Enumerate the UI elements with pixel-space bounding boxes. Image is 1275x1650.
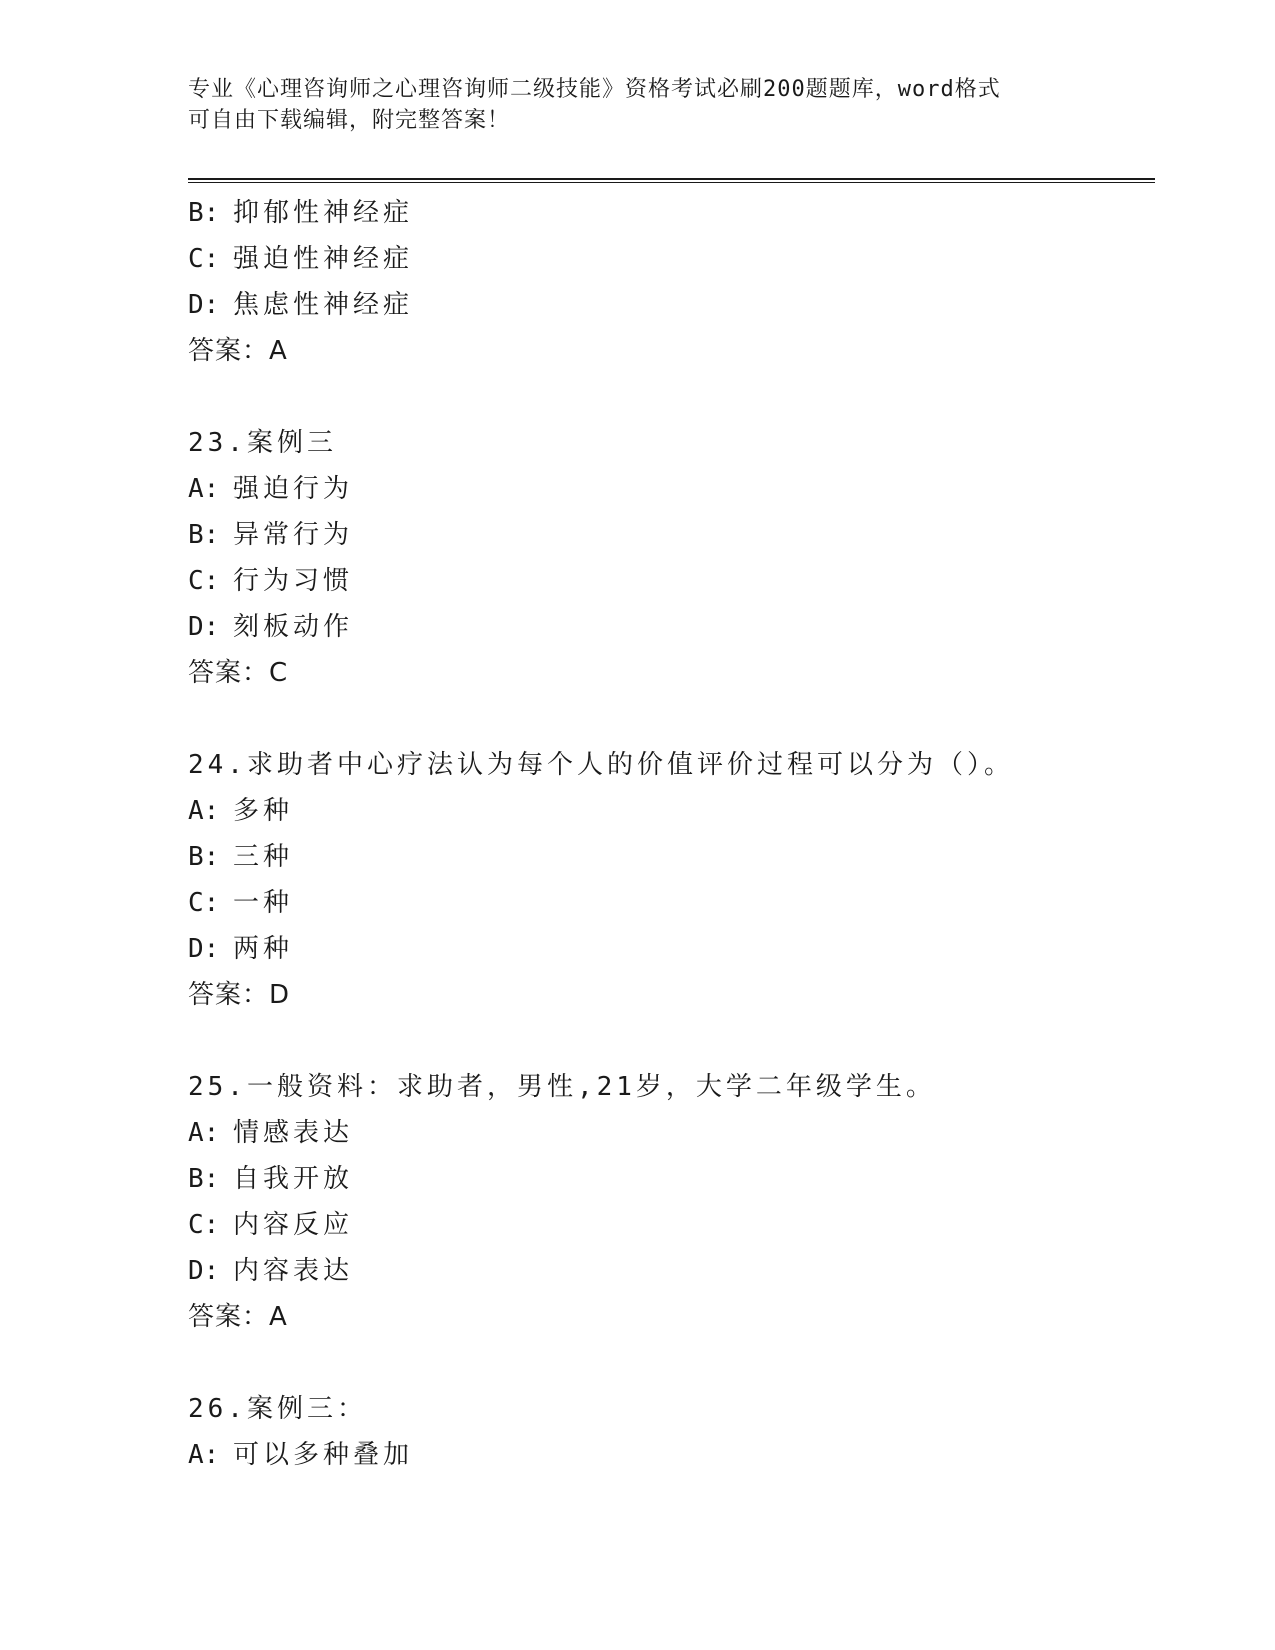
option-text: 行为习惯 <box>233 566 354 596</box>
question-list <box>188 190 1155 1478</box>
spacer <box>188 1340 1155 1386</box>
option-b <box>188 834 1155 880</box>
option-prefix: A: <box>188 1118 220 1148</box>
answer-line: 答案：A <box>188 1302 288 1332</box>
option-prefix: B: <box>188 198 220 228</box>
option-a <box>188 466 1155 512</box>
option-prefix: D: <box>188 612 220 642</box>
option-b <box>188 512 1155 558</box>
question-26 <box>188 1386 1155 1478</box>
spacer <box>188 696 1155 742</box>
option-text: 抑郁性神经症 <box>233 198 414 228</box>
option-prefix: B: <box>188 520 220 550</box>
option-prefix: B: <box>188 1164 220 1194</box>
question-25 <box>188 1064 1155 1340</box>
question-fragment <box>188 190 1155 374</box>
option-d <box>188 926 1155 972</box>
option-text: 两种 <box>233 934 294 964</box>
answer-line: 答案：C <box>188 658 289 688</box>
document-header <box>188 74 1088 136</box>
option-prefix: A: <box>188 1440 220 1470</box>
option-d <box>188 282 1155 328</box>
header-line-1: 专业《心理咨询师之心理咨询师二级技能》资格考试必刷200题题库，word格式 <box>188 77 1001 102</box>
option-prefix: D: <box>188 290 220 320</box>
option-text: 三种 <box>233 842 294 872</box>
answer-line: 答案：D <box>188 980 291 1010</box>
option-b <box>188 190 1155 236</box>
header-divider-thick <box>188 178 1155 180</box>
header-divider-thin <box>188 182 1155 183</box>
option-a <box>188 788 1155 834</box>
option-text: 内容反应 <box>233 1210 354 1240</box>
option-prefix: C: <box>188 888 220 918</box>
option-prefix: B: <box>188 842 220 872</box>
question-23 <box>188 420 1155 696</box>
option-b <box>188 1156 1155 1202</box>
option-a <box>188 1432 1155 1478</box>
option-text: 内容表达 <box>233 1256 354 1286</box>
option-prefix: C: <box>188 1210 220 1240</box>
option-prefix: D: <box>188 934 220 964</box>
option-prefix: C: <box>188 566 220 596</box>
option-d <box>188 1248 1155 1294</box>
option-text: 刻板动作 <box>233 612 354 642</box>
spacer <box>188 374 1155 420</box>
option-text: 自我开放 <box>233 1164 354 1194</box>
question-stem: 25.一般资料：求助者，男性,21岁，大学二年级学生。 <box>188 1072 936 1102</box>
option-prefix: A: <box>188 796 220 826</box>
spacer <box>188 1018 1155 1064</box>
option-prefix: D: <box>188 1256 220 1286</box>
option-c <box>188 880 1155 926</box>
option-text: 强迫性神经症 <box>233 244 414 274</box>
option-text: 一种 <box>233 888 294 918</box>
answer-line: 答案：A <box>188 336 288 366</box>
option-prefix: C: <box>188 244 220 274</box>
question-stem: 24.求助者中心疗法认为每个人的价值评价过程可以分为（）。 <box>188 750 1014 780</box>
option-text: 可以多种叠加 <box>233 1440 414 1470</box>
header-line-2: 可自由下载编辑，附完整答案！ <box>188 108 511 133</box>
option-text: 情感表达 <box>233 1118 354 1148</box>
option-c <box>188 236 1155 282</box>
option-text: 异常行为 <box>233 520 354 550</box>
option-c <box>188 1202 1155 1248</box>
option-a <box>188 1110 1155 1156</box>
option-c <box>188 558 1155 604</box>
option-text: 多种 <box>233 796 294 826</box>
option-prefix: A: <box>188 474 220 504</box>
question-stem: 26.案例三： <box>188 1394 367 1424</box>
option-text: 强迫行为 <box>233 474 354 504</box>
option-text: 焦虑性神经症 <box>233 290 414 320</box>
question-stem: 23.案例三 <box>188 428 337 458</box>
question-24 <box>188 742 1155 1018</box>
option-d <box>188 604 1155 650</box>
